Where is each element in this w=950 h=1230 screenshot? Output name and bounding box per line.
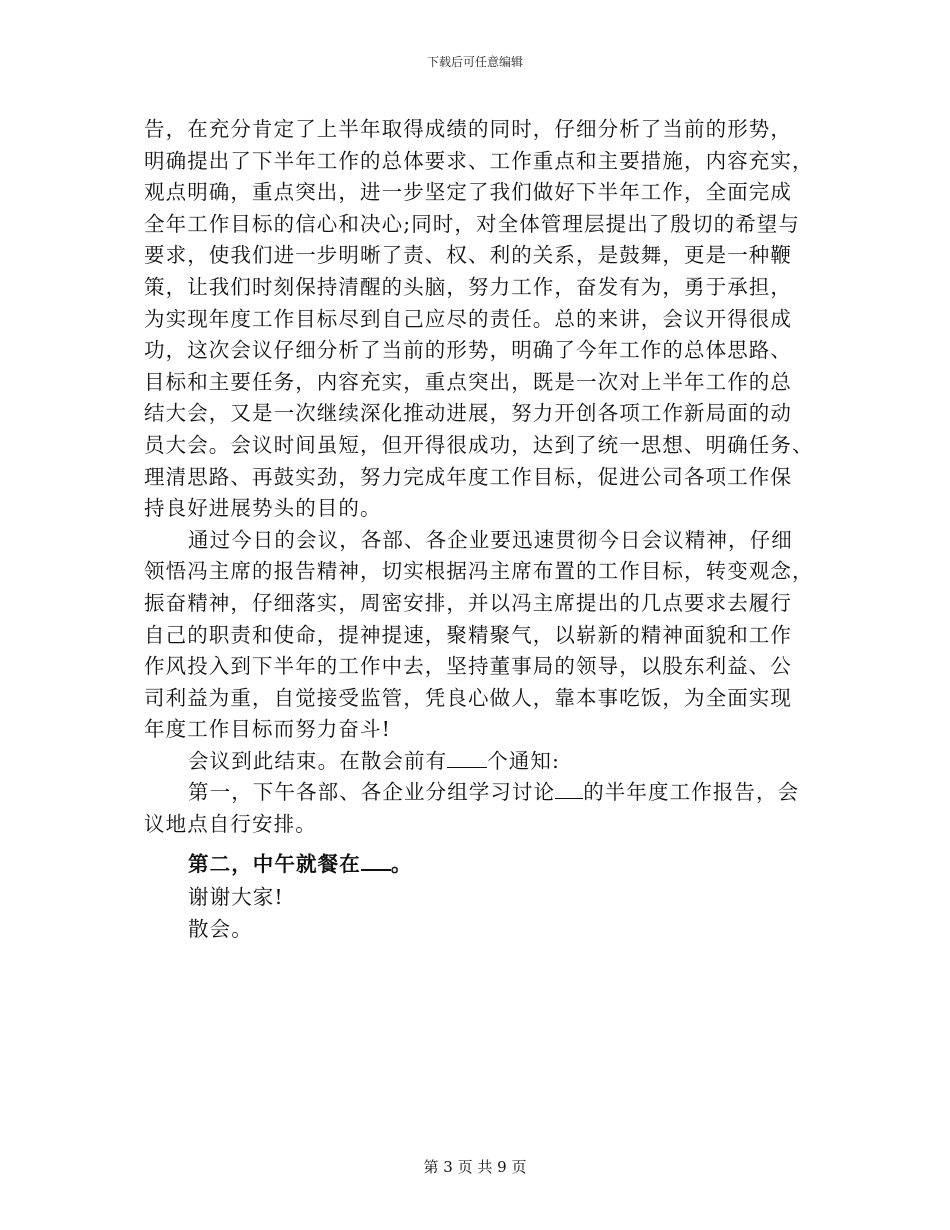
paragraph-implementation [144,525,816,746]
notice-intro-tail: 个通知: [487,748,561,773]
closing-thanks: 谢谢大家! [188,885,284,910]
fill-blank [447,749,487,768]
text-line [144,777,816,809]
notice-first-tail: 的半年度工作报告，会 [583,780,800,805]
paragraph-notice-second [144,849,816,881]
text-line: 持良好进展势头的目的。 [144,496,382,521]
fill-blank [361,851,391,871]
text-line: 议地点自行安排。 [144,812,317,837]
text-line: 目标和主要任务，内容充实，重点突出，既是一次对上半年工作的总 [144,369,792,394]
paragraph-meeting-summary [144,114,816,525]
text-line: 告，在充分肯定了上半年取得成绩的同时，仔细分析了当前的形势， [144,117,792,141]
text-line: 领悟冯主席的报告精神，切实根据冯主席布置的工作目标，转变观念， [144,559,814,584]
text-line: 理清思路、再鼓实劲，努力完成年度工作目标，促进公司各项工作保 [144,464,792,489]
text-line: 通过今日的会议，各部、各企业要迅速贯彻今日会议精神，仔细 [188,527,793,552]
text-line: 策，让我们时刻保持清醒的头脑，努力工作，奋发有为，勇于承担， [144,274,792,299]
text-line: 全年工作目标的信心和决心;同时，对全体管理层提出了殷切的希望与 [144,211,801,236]
closing-dismiss: 散会。 [188,916,253,941]
text-line: 司利益为重，自觉接受监管，凭良心做人，靠本事吃饭，为全面实现 [144,685,792,710]
page-number: 第 3 页 共 9 页 [423,1158,527,1176]
text-line: 为实现年度工作目标尽到自己应尽的责任。总的来讲，会议开得很成 [144,306,792,331]
paragraph-notice-first [144,777,816,840]
fill-blank [555,780,583,799]
text-line: 作风投入到下半年的工作中去，坚持董事局的领导，以股东利益、公 [144,654,792,679]
text-line: 结大会，又是一次继续深化推动进展，努力开创各项工作新局面的动 [144,401,792,426]
page-header: 下载后可任意编辑 [426,55,523,69]
text-line: 功，这次会议仔细分析了当前的形势，明确了今年工作的总体思路、 [144,338,792,363]
text-line: 观点明确，重点突出，进一步坚定了我们做好下半年工作，全面完成 [144,180,792,205]
text-line: 振奋精神，仔细落实，周密安排，并以冯主席提出的几点要求去履行 [144,590,792,615]
text-line: 年度工作目标而努力奋斗! [144,717,391,742]
notice-intro-text: 会议到此结束。在散会前有 [188,748,448,773]
notice-second-text: 第二，中午就餐在 [188,851,361,876]
document-body [144,114,816,945]
notice-first-text: 第一，下午各部、各企业分组学习讨论 [188,780,556,805]
text-line: 员大会。会议时间虽短，但开得很成功，达到了统一思想、明确任务、 [144,432,814,457]
paragraph-notice-intro [144,746,816,778]
text-line: 明确提出了下半年工作的总体要求、工作重点和主要措施，内容充实， [144,148,814,173]
text-line: 自己的职责和使命，提神提速，聚精聚气，以崭新的精神面貌和工作 [144,622,792,647]
text-line: 要求，使我们进一步明晰了责、权、利的关系，是鼓舞，更是一种鞭 [144,243,792,268]
notice-second-tail: 。 [390,851,413,876]
